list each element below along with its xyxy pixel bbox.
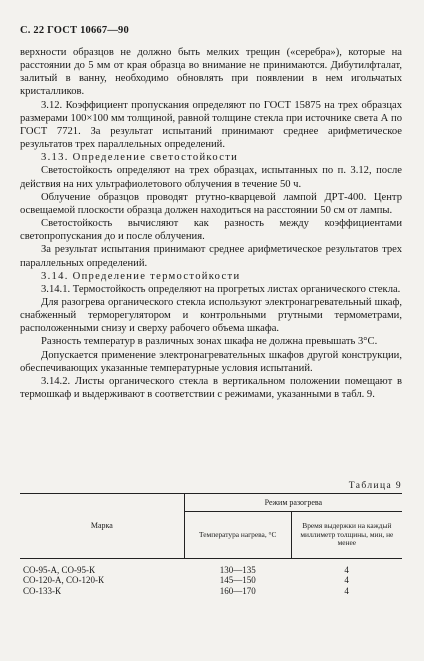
cell-time: 4 xyxy=(344,565,349,575)
paragraph: 3.12. Коэффициент пропускания определяют по ГОСТ 15875 на трех образцах размерами 100×100 мм толщиной, равной толщине стекла при источнике света А по ГОСТ 7721. За результат испытаний принимают среднее арифметическое результатов трех параллельных определений. xyxy=(20,99,402,151)
paragraph: Для разогрева органического стекла используют электронагревательный шкаф, снабженный терморегулятором и контрольными ртутными термометрами, расположенными снизу и сверху рабочего объема шкафа. xyxy=(20,296,402,335)
section-heading: 3.14. Определение термостойкости xyxy=(41,270,241,282)
section-heading: 3.13. Определение светостойкости xyxy=(41,152,239,164)
paragraph: За результат испытания принимают среднее арифметическое результатов трех параллельных определений. xyxy=(20,244,402,269)
paragraph: Светостойкость определяют на трех образцах, испытанных по п. 3.12, после действия на них ультрафиолетового облучения в течение 50 ч. xyxy=(20,165,402,190)
group-header-heating-mode: Режим разогрева xyxy=(184,494,402,512)
column-header-time: Время выдержки на каждый миллиметр толщины, мин, не менее xyxy=(291,512,402,559)
cell-temperature: 160—170 xyxy=(219,585,256,596)
cell-marka: СО-95-А, СО-95-К xyxy=(23,565,95,575)
cell-temperature: 145—150 xyxy=(219,575,256,586)
cell-marka: СО-120-А, СО-120-К xyxy=(23,575,104,586)
paragraph: верхности образцов не должно быть мелких трещин («серебра»), которые на расстоянии до 5 мм от края образца во внимание не принимаются. Дибутилфталат, залитый в ванну, необходимо обновлять при появлении в нем игольчатых кристалликов. xyxy=(20,47,402,98)
table-row xyxy=(20,586,402,596)
paragraph: 3.14.1. Термостойкость определяют на прогретых листах органического стекла. xyxy=(41,283,401,295)
table-caption: Таблица 9 xyxy=(348,481,402,491)
table-row xyxy=(20,575,402,585)
paragraph: Светостойкость вычисляют как разность между коэффициентами светопропускания до и после облучения. xyxy=(20,218,402,243)
paragraph: 3.14.2. Листы органического стекла в вертикальном положении помещают в термошкаф и выдерживают в соответствии с режимами, указанными в табл. 9. xyxy=(20,375,402,401)
paragraph: Допускается применение электронагревательных шкафов другой конструкции, обеспечивающих указанные температурные условия испытаний. xyxy=(20,349,402,374)
body-text xyxy=(20,46,402,401)
column-header-temperature: Температура нагрева, °С xyxy=(184,512,291,559)
column-header-marka: Марка xyxy=(20,494,184,559)
cell-time: 4 xyxy=(344,575,349,586)
page-header: С. 22 ГОСТ 10667—90 xyxy=(20,25,129,36)
paragraph: Облучение образцов проводят ртутно-кварцевой лампой ДРТ-400. Центр освещаемой плоскости образца должен находиться на расстоянии 50 см от лампы. xyxy=(20,191,402,216)
table-row xyxy=(20,565,402,575)
paragraph: Разность температур в различных зонах шкафа не должна превышать 3°С. xyxy=(41,336,378,348)
cell-time: 4 xyxy=(344,585,349,596)
cell-marka: СО-133-К xyxy=(23,585,61,596)
table-9 xyxy=(20,493,402,596)
cell-temperature: 130—135 xyxy=(219,565,256,575)
